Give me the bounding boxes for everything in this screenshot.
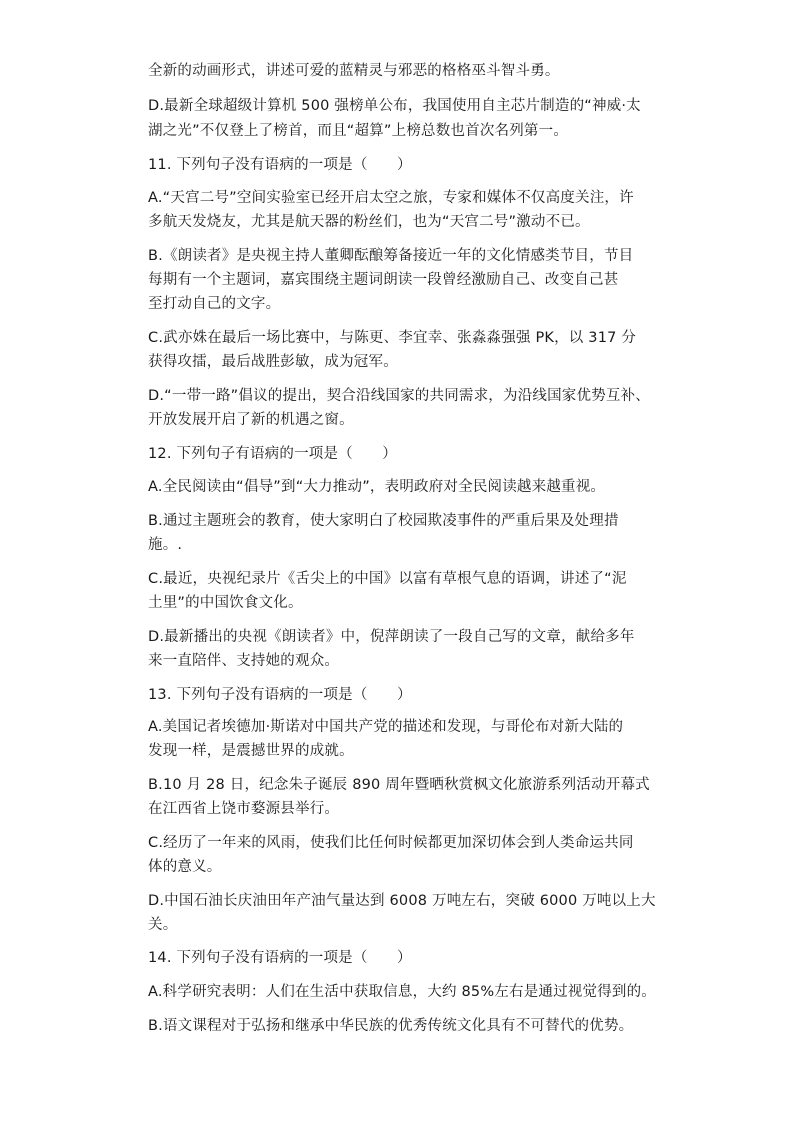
option-line: B.通过主题班会的教育，使大家明白了校园欺凌事件的严重后果及处理措 bbox=[148, 513, 619, 529]
text-line: 土里”的中国饮食文化。 bbox=[148, 595, 303, 611]
question-title: 12. 下列句子有语病的一项是（ ） bbox=[148, 446, 397, 462]
text-line: 体的意义。 bbox=[148, 859, 222, 875]
option-line: A.全民阅读由“倡导”到“大力推动”，表明政府对全民阅读越来越重视。 bbox=[148, 479, 606, 495]
option-line: D.“一带一路”倡议的提出，契合沿线国家的共同需求，为沿线国家优势互补、 bbox=[148, 388, 650, 404]
text-line: 开放发展开启了新的机遇之窗。 bbox=[148, 412, 354, 428]
option-line: C.最近，央视纪录片《舌尖上的中国》以富有草根气息的语调，讲述了“泥 bbox=[148, 571, 627, 587]
option-line: D.中国石油长庆油田年产油气量达到 6008 万吨左右，突破 6000 万吨以上大 bbox=[148, 893, 656, 909]
question-title: 13. 下列句子没有语病的一项是（ ） bbox=[148, 687, 412, 703]
option-line: A.“天宫二号”空间实验室已经开启太空之旅，专家和媒体不仅高度关注，许 bbox=[148, 190, 634, 206]
option-line: D.最新播出的央视《朗读者》中，倪萍朗读了一段自己写的文章，献给多年 bbox=[148, 629, 635, 645]
text-line: 至打动自己的文字。 bbox=[148, 296, 281, 312]
option-line: B.10 月 28 日，纪念朱子诞辰 890 周年暨晒秋赏枫文化旅游系列活动开幕式 bbox=[148, 777, 650, 793]
text-line: 湖之光”不仅登上了榜首，而且“超算”上榜总数也首次名列第一。 bbox=[148, 123, 569, 139]
text-line: 全新的动画形式，讲述可爱的蓝精灵与邪恶的格格巫斗智斗勇。 bbox=[148, 63, 560, 79]
text-line: 关。 bbox=[148, 917, 178, 933]
option-line: B.语文课程对于弘扬和继承中华民族的优秀传统文化具有不可替代的优势。 bbox=[148, 1018, 634, 1034]
text-line: 每期有一个主题词，嘉宾围绕主题词朗读一段曾经激励自己、改变自己甚 bbox=[148, 272, 619, 288]
text-line: 施。. bbox=[148, 537, 183, 553]
question-title: 11. 下列句子没有语病的一项是（ ） bbox=[148, 157, 412, 173]
option-line: C.武亦姝在最后一场比赛中，与陈更、李宜幸、张淼淼强强 PK，以 317 分 bbox=[148, 330, 637, 346]
question-title: 14. 下列句子没有语病的一项是（ ） bbox=[148, 950, 412, 966]
text-line: 多航天发烧友，尤其是航天器的粉丝们，也为“天宫二号”激动不已。 bbox=[148, 214, 590, 230]
text-line: 在江西省上饶市婺源县举行。 bbox=[148, 801, 340, 817]
text-line: 获得攻擂，最后战胜彭敏，成为冠军。 bbox=[148, 354, 398, 370]
option-line: A.美国记者埃德加·斯诺对中国共产党的描述和发现，与哥伦布对新大陆的 bbox=[148, 719, 624, 735]
text-line: 来一直陪伴、支持她的观众。 bbox=[148, 653, 340, 669]
option-line: A.科学研究表明：人们在生活中获取信息，大约 85%左右是通过视觉得到的。 bbox=[148, 984, 657, 1000]
text-line: 发现一样，是震撼世界的成就。 bbox=[148, 743, 354, 759]
option-line: B.《朗读者》是央视主持人董卿酝酿筹备接近一年的文化情感类节目，节目 bbox=[148, 248, 634, 264]
option-line: C.经历了一年来的风雨，使我们比任何时候都更加深切体会到人类命运共同 bbox=[148, 835, 634, 851]
text-line: D.最新全球超级计算机 500 强榜单公布，我国使用自主芯片制造的“神威·太 bbox=[148, 98, 641, 114]
